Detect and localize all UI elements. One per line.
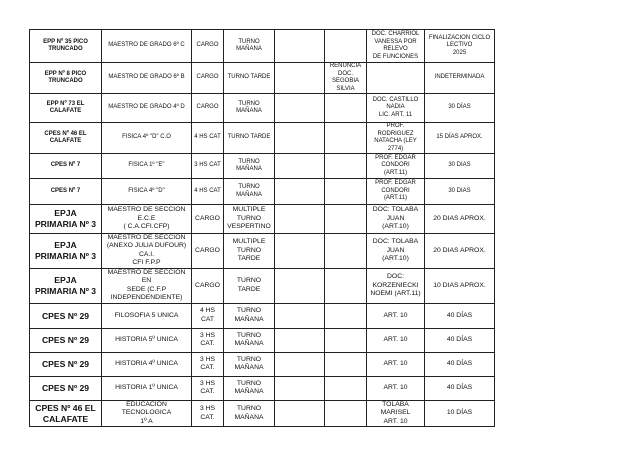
school-cell <box>30 234 102 269</box>
blank-cell <box>275 376 325 400</box>
school-cell-text: EPJA PRIMARIA Nº 3 <box>34 275 97 296</box>
table-row <box>30 400 495 426</box>
reason-cell <box>367 123 425 154</box>
position-cell-text: FISICA 4º "D" C.O <box>122 134 171 141</box>
note-cell <box>325 154 367 179</box>
duration-cell-text: 40 DÍAS <box>446 311 473 319</box>
shift-cell <box>224 94 275 123</box>
school-cell-text: EPP Nº 73 EL CALAFATE <box>46 100 85 114</box>
type-cell <box>192 205 224 234</box>
school-cell <box>30 94 102 123</box>
table-row <box>30 303 495 328</box>
duration-cell <box>425 400 495 426</box>
type-cell-text: 3 HS CAT <box>194 162 221 169</box>
type-cell <box>192 376 224 400</box>
shift-cell <box>224 234 275 269</box>
table-row <box>30 179 495 205</box>
table-row <box>30 94 495 123</box>
position-cell <box>102 123 192 154</box>
duration-cell <box>425 376 495 400</box>
type-cell-text: 3 HS CAT. <box>199 355 216 372</box>
shift-cell <box>224 205 275 234</box>
note-cell <box>325 179 367 205</box>
shift-cell <box>224 63 275 94</box>
type-cell-text: CARGO <box>195 281 220 289</box>
blank-cell <box>275 328 325 352</box>
note-cell <box>325 400 367 426</box>
school-cell <box>30 63 102 94</box>
position-cell <box>102 30 192 63</box>
duration-cell-text: 15 DÍAS APROX. <box>436 134 483 141</box>
reason-cell <box>367 352 425 376</box>
duration-cell-text: INDETERMINADA <box>434 74 485 81</box>
position-cell <box>102 400 192 426</box>
duration-cell-text: 20 DIAS APROX. <box>433 214 486 222</box>
type-cell-text: CARGO <box>196 42 219 49</box>
position-cell-text: MAESTRO DE SECCION EN SEDE (C.F.P INDEPENDENDIENTE) <box>107 268 186 302</box>
duration-cell <box>425 30 495 63</box>
reason-cell-text: ART. 10 <box>383 384 408 392</box>
blank-cell <box>275 123 325 154</box>
shift-cell-text: TURNO TARDE <box>227 134 271 141</box>
school-cell-text: CPES Nº 46 EL CALAFATE <box>35 402 96 424</box>
shift-cell <box>224 376 275 400</box>
school-cell <box>30 179 102 205</box>
duration-cell-text: 30 DIAS <box>448 187 471 194</box>
duration-cell <box>425 94 495 123</box>
blank-cell <box>275 234 325 269</box>
reason-cell-text: DOC: TOLABA JUAN (ART.10) <box>372 206 419 231</box>
shift-cell-text: TURNO MAÑANA <box>234 405 264 421</box>
shift-cell <box>224 154 275 179</box>
position-cell <box>102 205 192 234</box>
position-cell <box>102 376 192 400</box>
reason-cell <box>367 205 425 234</box>
shift-cell-text: TURNO MAÑANA <box>236 100 262 114</box>
reason-cell <box>367 400 425 426</box>
reason-cell <box>367 376 425 400</box>
note-cell <box>325 328 367 352</box>
table-row <box>30 205 495 234</box>
position-cell <box>102 268 192 303</box>
position-cell <box>102 179 192 205</box>
type-cell-text: 3 HS CAT. <box>199 331 216 348</box>
reason-cell <box>367 94 425 123</box>
position-cell <box>102 63 192 94</box>
duration-cell-text: FINALIZACION CICLO LECTIVO 2025 <box>428 34 491 56</box>
type-cell <box>192 352 224 376</box>
note-cell-text: RENUNCIA DOC. SEGOBIA SILVIA <box>329 63 362 92</box>
reason-cell-text: ART. 10 <box>383 336 408 344</box>
reason-cell <box>367 63 425 94</box>
shift-cell-text: TURNO TARDE <box>236 277 262 293</box>
position-cell-text: FISICA 1º "E" <box>128 162 165 169</box>
blank-cell <box>275 205 325 234</box>
blank-cell <box>275 268 325 303</box>
type-cell <box>192 303 224 328</box>
duration-cell <box>425 123 495 154</box>
school-cell-text: CPES Nº 46 EL CALAFATE <box>44 130 87 144</box>
duration-cell-text: 30 DIAS <box>448 162 471 169</box>
note-cell <box>325 234 367 269</box>
position-cell-text: MAESTRO DE GRADO 6º B <box>108 74 185 81</box>
type-cell <box>192 94 224 123</box>
school-cell-text: EPJA PRIMARIA Nº 3 <box>34 240 97 261</box>
table-row <box>30 123 495 154</box>
position-cell-text: MAESTRO DE SECCION E.C.E ( C.A.CFI.CFP) <box>107 206 186 231</box>
blank-cell <box>275 303 325 328</box>
school-cell-text: CPES Nº 29 <box>41 310 90 321</box>
type-cell-text: 4 HS CAT <box>194 134 221 141</box>
type-cell-text: 4 HS CAT <box>199 307 216 323</box>
position-cell <box>102 352 192 376</box>
school-cell-text: EPP Nº 35 PICO TRUNCADO <box>43 38 88 52</box>
reason-cell <box>367 268 425 303</box>
type-cell-text: CARGO <box>196 104 219 111</box>
blank-cell <box>275 400 325 426</box>
reason-cell-text: ART. 10 <box>383 311 408 319</box>
school-cell <box>30 205 102 234</box>
table-row <box>30 352 495 376</box>
note-cell <box>325 94 367 123</box>
note-cell <box>325 352 367 376</box>
note-cell <box>325 123 367 154</box>
position-cell <box>102 328 192 352</box>
shift-cell-text: TURNO MAÑANA <box>234 331 264 348</box>
position-cell <box>102 154 192 179</box>
type-cell <box>192 234 224 269</box>
duration-cell-text: 40 DÍAS <box>446 336 473 344</box>
type-cell-text: 3 HS CAT. <box>199 379 216 396</box>
duration-cell <box>425 205 495 234</box>
reason-cell <box>367 303 425 328</box>
duration-cell-text: 10 DIAS APROX. <box>433 281 486 289</box>
reason-cell-text: PROF. RODRIGUEZ NATACHA (LEY 2774) <box>374 123 417 152</box>
duration-cell-text: 20 DIAS APROX. <box>433 246 486 254</box>
table-row <box>30 234 495 269</box>
school-cell <box>30 303 102 328</box>
school-cell-text: CPES Nº 29 <box>41 383 90 393</box>
school-cell <box>30 268 102 303</box>
reason-cell <box>367 30 425 63</box>
type-cell-text: 3 HS CAT. <box>199 405 216 421</box>
reason-cell-text: PROF. EDGAR CONDORI (ART.11) <box>375 180 416 202</box>
reason-cell-text: PROF. EDGAR CONDORI (ART.11) <box>375 154 416 176</box>
type-cell <box>192 30 224 63</box>
note-cell <box>325 268 367 303</box>
blank-cell <box>275 179 325 205</box>
shift-cell <box>224 123 275 154</box>
table-body <box>30 30 495 427</box>
school-cell <box>30 376 102 400</box>
duration-cell-text: 30 DÍAS <box>448 104 471 111</box>
position-cell-text: EDUCACION TECNOLOGICA 1º A <box>121 400 172 425</box>
school-cell <box>30 30 102 63</box>
duration-cell <box>425 179 495 205</box>
shift-cell <box>224 328 275 352</box>
reason-cell <box>367 154 425 179</box>
duration-cell <box>425 303 495 328</box>
position-cell-text: HISTORIA 4º UNICA <box>115 360 178 368</box>
note-cell <box>325 63 367 94</box>
position-cell-text: FILOSOFIA 5 UNICA <box>114 311 179 319</box>
shift-cell-text: TURNO MAÑANA <box>236 38 262 52</box>
school-cell <box>30 328 102 352</box>
table-row <box>30 328 495 352</box>
shift-cell <box>224 30 275 63</box>
duration-cell <box>425 63 495 94</box>
position-cell-text: HISTORIA 5º UNICA <box>115 336 178 344</box>
blank-cell <box>275 154 325 179</box>
note-cell <box>325 303 367 328</box>
shift-cell-text: TURNO MAÑANA <box>234 355 264 372</box>
reason-cell <box>367 179 425 205</box>
duration-cell <box>425 352 495 376</box>
duration-cell-text: 40 DÍAS <box>446 360 473 368</box>
table-row <box>30 154 495 179</box>
shift-cell <box>224 400 275 426</box>
school-cell-text: CPES Nº 29 <box>41 335 90 345</box>
position-cell <box>102 234 192 269</box>
vacancy-table <box>29 29 495 427</box>
type-cell <box>192 123 224 154</box>
position-cell-text: HISTORIA 1º UNICA <box>115 384 178 392</box>
duration-cell <box>425 328 495 352</box>
shift-cell <box>224 268 275 303</box>
table-row <box>30 30 495 63</box>
note-cell <box>325 376 367 400</box>
table-row <box>30 268 495 303</box>
blank-cell <box>275 352 325 376</box>
table-row <box>30 63 495 94</box>
type-cell-text: 4 HS CAT <box>194 187 221 194</box>
position-cell-text: MAESTRO DE SECCION (ANEXO JULIA DUFOUR) CA.I. CFI F.P.P <box>106 234 187 267</box>
type-cell <box>192 63 224 94</box>
blank-cell <box>275 63 325 94</box>
position-cell-text: MAESTRO DE GRADO 4º D <box>108 104 185 111</box>
school-cell-text: CPES Nº 7 <box>50 162 81 169</box>
school-cell-text: EPP Nº 8 PICO TRUNCADO <box>44 70 87 84</box>
duration-cell <box>425 268 495 303</box>
school-cell <box>30 352 102 376</box>
shift-cell-text: MULTIPLE TURNO VESPERTINO <box>227 206 271 231</box>
type-cell <box>192 268 224 303</box>
reason-cell <box>367 328 425 352</box>
shift-cell-text: TURNO MAÑANA <box>236 184 262 198</box>
school-cell <box>30 400 102 426</box>
reason-cell-text: DOC. CHARRIOL VANESSA POR RELEVO DE FUNCIONES <box>371 31 420 60</box>
reason-cell-text: DOC: TOLABA JUAN (ART.10) <box>372 238 419 263</box>
position-cell <box>102 94 192 123</box>
reason-cell-text: DOC. CASTILLO NADIA LIC. ART. 11 <box>372 96 419 118</box>
duration-cell-text: 10 DÍAS <box>446 409 473 417</box>
school-cell <box>30 123 102 154</box>
reason-cell <box>367 234 425 269</box>
shift-cell-text: TURNO MAÑANA <box>236 158 262 172</box>
shift-cell-text: TURNO MAÑANA <box>234 379 264 396</box>
type-cell <box>192 328 224 352</box>
blank-cell <box>275 30 325 63</box>
type-cell <box>192 179 224 205</box>
type-cell-text: CARGO <box>195 246 220 254</box>
type-cell <box>192 154 224 179</box>
type-cell-text: CARGO <box>196 74 219 81</box>
reason-cell-text: TOLABA MARISEL ART. 10 <box>380 400 411 425</box>
shift-cell <box>224 179 275 205</box>
blank-cell <box>275 94 325 123</box>
note-cell <box>325 205 367 234</box>
school-cell-text: EPJA PRIMARIA Nº 3 <box>34 208 97 229</box>
reason-cell-text: DOC: KORZENIECKI NOEMI (ART.11) <box>370 273 421 298</box>
type-cell <box>192 400 224 426</box>
reason-cell-text: ART. 10 <box>383 360 408 368</box>
shift-cell-text: MULTIPLE TURNO TARDE <box>232 238 266 263</box>
position-cell-text: FISICA 4º "D" <box>128 187 165 194</box>
school-cell-text: CPES Nº 29 <box>41 359 90 369</box>
type-cell-text: CARGO <box>195 214 220 222</box>
duration-cell <box>425 154 495 179</box>
duration-cell-text: 40 DÍAS <box>446 384 473 392</box>
shift-cell <box>224 303 275 328</box>
shift-cell <box>224 352 275 376</box>
position-cell-text: MAESTRO DE GRADO 6º C <box>108 42 185 49</box>
table-row <box>30 376 495 400</box>
shift-cell-text: TURNO TARDE <box>227 74 271 81</box>
note-cell <box>325 30 367 63</box>
shift-cell-text: TURNO MAÑANA <box>234 307 264 323</box>
position-cell <box>102 303 192 328</box>
school-cell-text: CPES Nº 7 <box>50 187 81 194</box>
duration-cell <box>425 234 495 269</box>
school-cell <box>30 154 102 179</box>
